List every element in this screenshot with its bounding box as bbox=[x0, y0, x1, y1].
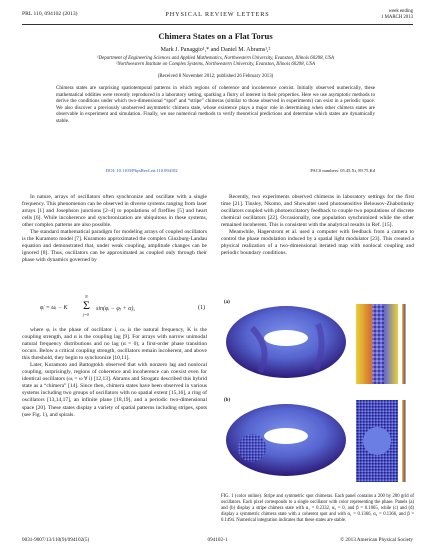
sum-symbol: Σ bbox=[83, 298, 90, 312]
equation-rhs: sin(φᵢ − φⱼ + α), bbox=[96, 306, 135, 312]
copyright: © 2013 American Physical Society bbox=[340, 537, 413, 543]
page-header bbox=[22, 9, 413, 23]
running-title: PHYSICAL REVIEW LETTERS bbox=[165, 11, 270, 18]
right-column bbox=[221, 194, 414, 257]
incoherent-spot bbox=[238, 434, 266, 462]
paragraph: The standard mathematical paradigm for modeling arrays of coupled oscillators is the Kuramoto model [7]. Kuramoto approximated the complex Ginzburg-Landau equation and demonstrated that, under weak coupling, amplitude changes can be ignored [8]. Thus, oscillators can be approximated as coupled only through their phase with dynamics governed by bbox=[22, 229, 207, 264]
panel-label-b: (b) bbox=[224, 398, 231, 403]
doi-link[interactable]: DOI: 10.1103/PhysRevLett.110.094102 bbox=[106, 168, 178, 173]
issue-date bbox=[381, 9, 413, 22]
panel-label-a: (a) bbox=[224, 300, 230, 305]
issue-date-line2: 1 MARCH 2013 bbox=[381, 15, 413, 21]
pacs-numbers: PACS numbers: 05.45.Xt, 89.75.Kd bbox=[310, 168, 375, 173]
doi bbox=[106, 168, 178, 173]
paragraph: where φᵢ is the phase of oscillator i, ωᵢ is the natural frequency, K is the coupling strength, and α is the coupling lag [9]. For arrays with narrow unimodal natural frequency distributions and no lag (α = 0), a first-order phase transition occurs. Below a critical coupling strength, oscillators remain incoherent, and above this threshold, they begin to synchronize [10,11]. bbox=[22, 327, 207, 362]
header-rule bbox=[22, 24, 413, 25]
incoherent-region bbox=[372, 304, 384, 384]
page-number: 094102-1 bbox=[207, 537, 228, 543]
figure-caption: FIG. 1 (color online). Stripe and symmetric spot chimeras. Each panel contains a 200 by 200 grid of oscillators. Each pixel corresponds to a single oscillator with color representing the phase. Panels (a) and (b) display a stripe chimera state with α₁ = 0.2332, α₂ = 0, and β = 0.1065, while (c) and (d) display a symmetric chimera state with a coherent spot and with α₁ = 0.1366, α₂ = 0.1366, and β = 0.1494. Numerical integration indicates that these states are stable. bbox=[221, 494, 414, 524]
figure-1-graphic bbox=[222, 298, 414, 491]
torus-hole bbox=[264, 428, 308, 444]
equation-1 bbox=[40, 294, 205, 319]
paper-title: Chimera States on a Flat Torus bbox=[158, 31, 273, 41]
paragraph: Meanwhile, Hagerstrom et al. used a computer with feedback from a camera to control the phase modulation induced by a spatial light modulator [23]. This created a physical realization of a two-dimensional iterated map with nonlocal coupling and periodic boundary conditions. bbox=[221, 229, 414, 257]
abstract: Chimera states are surprising spatiotemporal patterns in which regions of coherence and incoherence coexist. Initially observed numerically, these mathematical oddities were recently reproduced in a laboratory setting, sparking a flurry of interest in their properties. Here we use asymptotic methods to derive the conditions under which two-dimensional “spot” and “stripe” chimeras (similar to those observed in experiments) can exist in a periodic space. We also discover a previously unobserved asymmetric chimera state, whose existence plays a major role in determining when other chimera states are observable in experiment and simulation. Finally, we use numerical methods to verify theoretical predictions and determine which states are dynamically stable. bbox=[56, 85, 375, 124]
affiliation-1: ¹Department of Engineering Sciences and Applied Mathematics, Northwestern University, Evanston, Illinois 60208, USA bbox=[97, 56, 334, 61]
author-list: Mark J. Panaggio¹,* and Daniel M. Abrams¹,² bbox=[160, 47, 271, 53]
coherent-spot bbox=[363, 427, 391, 455]
equation-lhs: φ̇ᵢ = ωᵢ − K bbox=[40, 305, 68, 311]
sum-lower-limit: j=0 bbox=[83, 312, 89, 317]
journal-citation: PRL 110, 094102 (2013) bbox=[22, 11, 78, 17]
colorbar-top bbox=[402, 304, 406, 384]
issue-date-line1: week ending bbox=[388, 9, 413, 14]
torus-panel-a bbox=[226, 306, 346, 378]
figure-1 bbox=[222, 298, 414, 491]
sum-upper-limit: N bbox=[85, 294, 88, 299]
paragraph: Later, Kuramoto and Battogtokh observed that with nonzero lag and nonlocal coupling, surprisingly, regions of coherence and incoherence can coexist even for identical oscillators (ωᵢ = ω ∀ i) [12,13]. Abrams and Strogatz described this hybrid state as a “chimera” [14]. Since then, chimera states have been observed in various systems including two groups of oscillators with no spatial extent [15,16], a ring of oscillators [13,14,17], an infinite plane [18,19], and a periodic two-dimensional space [20]. These states display a variety of spatial patterns including stripes, spots (see Fig. 1), and spirals. bbox=[22, 362, 207, 418]
left-column-top bbox=[22, 194, 207, 264]
affiliations bbox=[40, 56, 391, 68]
torus-hole bbox=[264, 330, 308, 346]
colorbar-bottom bbox=[402, 400, 406, 482]
received-date: (Received 8 November 2012; published 26 February 2013) bbox=[157, 74, 274, 79]
affiliation-2: ²Northwestern Institute on Complex Systems, Northwestern University, Evanston, Illinois 60208, USA bbox=[116, 62, 315, 68]
paragraph: In nature, arrays of oscillators often synchronize and oscillate with a single frequency. This phenomenon can be observed in diverse systems ranging from laser arrays [1] and Josephson junctions [2–4] to populations of fireflies [5] and heart cells [6]. While incoherence and synchronization are ubiquitous in these systems, other complex patterns are also possible. bbox=[22, 194, 207, 229]
page-footer bbox=[22, 537, 413, 547]
left-column-bottom bbox=[22, 327, 207, 419]
paragraph: Recently, two experiments observed chimeras in laboratory settings for the first time [21]. Tinsley, Nkomo, and Showalter used photosensitive Belousov-Zhabotinsky oscillators coupled with photoexcitatory feedback to couple two populations of discrete chemical oscillators [22]. Occasionally, one population synchronized while the other remained incoherent. This is consistent with the analytical results in Ref. [15]. bbox=[221, 194, 414, 229]
equation-number: (1) bbox=[198, 305, 205, 311]
torus-panel-c bbox=[226, 404, 346, 476]
issn-code: 0031-9007/13/110(9)/094102(5) bbox=[22, 537, 90, 543]
